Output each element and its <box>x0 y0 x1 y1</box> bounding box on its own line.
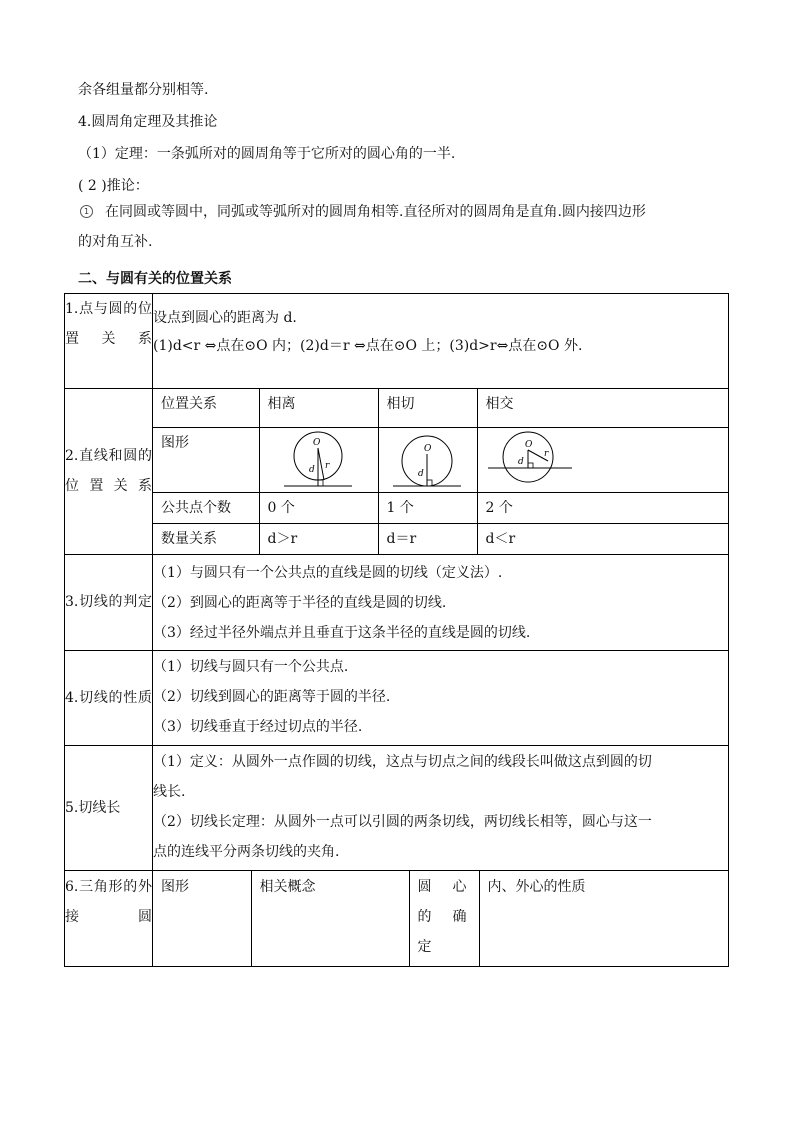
table-row <box>153 492 728 523</box>
intersect-circle-figure <box>486 430 576 490</box>
label-d: d <box>308 464 315 475</box>
table-row <box>153 427 728 492</box>
row-label: 4.切线的性质 <box>65 650 153 745</box>
row-label: 2.直线和圆的位置关系 <box>65 389 153 555</box>
row-label: 6.三角形的外接圆 <box>65 870 153 966</box>
table-cell: 公共点个数 <box>153 492 259 523</box>
table-cell: 图形 <box>153 427 259 492</box>
table-cell <box>259 427 378 492</box>
row-label: 3.切线的判定 <box>65 554 153 650</box>
label-o: O <box>524 439 532 450</box>
row-content <box>153 554 729 650</box>
section-title: 二、与圆有关的位置关系 <box>78 271 232 287</box>
text-line: ( 2 )推论： <box>78 178 149 194</box>
table-row <box>65 745 729 870</box>
circumcircle-table <box>153 871 728 966</box>
table-header: 相离 <box>259 389 378 427</box>
text-span: 在同圆或等圆中，同弧或等弧所对的圆周角相等.直径所对的圆周角是直角.圆内接四边形 <box>105 204 646 220</box>
text-line: （2）切线长定理：从圆外一点可以引圆的两条切线，两切线长相等，圆心与这一 <box>153 813 652 830</box>
list-item: （2）切线到圆心的距离等于圆的半径. <box>153 688 391 705</box>
text-line: 点的连线平分两条切线的夹角. <box>153 843 340 860</box>
label-d: d <box>517 456 524 467</box>
table-cell: d＝r <box>378 523 477 554</box>
table-cell: 2 个 <box>477 492 728 523</box>
text-line: 的对角互补. <box>78 234 153 250</box>
table-row <box>65 650 729 745</box>
label-r: r <box>324 460 329 471</box>
table-header: 相切 <box>378 389 477 427</box>
table-header: 相交 <box>477 389 728 427</box>
label-r: r <box>543 448 548 459</box>
separate-circle-figure <box>280 430 358 490</box>
row-content <box>153 294 729 389</box>
table-cell: 0 个 <box>259 492 378 523</box>
list-item: （1）切线与圆只有一个公共点. <box>153 658 349 675</box>
text-line: 余各组量都分别相等. <box>78 82 209 98</box>
list-item: （1）与圆只有一个公共点的直线是圆的切线（定义法）. <box>153 564 503 581</box>
row-label: 1.点与圆的位置关系 <box>65 294 153 389</box>
table-cell <box>378 427 477 492</box>
text-line: （1）定义：从圆外一点作圆的切线，这点与切点之间的线段长叫做这点到圆的切 <box>153 753 652 770</box>
table-header: 内、外心的性质 <box>479 871 728 966</box>
row-content <box>153 389 729 555</box>
line-circle-table <box>153 389 728 554</box>
table-header: 图形 <box>161 878 189 895</box>
position-relations-table <box>64 293 729 967</box>
table-cell: d＞r <box>259 523 378 554</box>
row-label: 5.切线长 <box>65 745 153 870</box>
table-row <box>153 389 728 427</box>
heading-theorem: 4.圆周角定理及其推论 <box>78 114 218 130</box>
tangent-circle-figure <box>389 430 467 490</box>
text-line: 设点到圆心的距离为 d. <box>153 310 297 326</box>
text-line <box>78 202 646 222</box>
label-o: O <box>312 437 320 448</box>
label-o: O <box>423 443 431 454</box>
table-row <box>65 294 729 389</box>
row-content <box>153 650 729 745</box>
table-row <box>153 523 728 554</box>
table-cell: d＜r <box>477 523 728 554</box>
text-line: （1）定理：一条弧所对的圆周角等于它所对的圆心角的一半. <box>78 146 456 162</box>
list-item: （3）经过半径外端点并且垂直于这条半径的直线是圆的切线. <box>153 624 531 641</box>
list-item: （3）切线垂直于经过切点的半径. <box>153 718 363 735</box>
table-header: 位置关系 <box>161 396 217 412</box>
table-header: 相关概念 <box>251 871 409 966</box>
table-header: 圆心的确定 <box>409 871 479 966</box>
table-row <box>65 389 729 555</box>
table-row <box>65 870 729 966</box>
table-cell: 数量关系 <box>153 523 259 554</box>
list-item: （2）到圆心的距离等于半径的直线是圆的切线. <box>153 594 447 611</box>
table-row <box>153 871 728 966</box>
text-line: 线长. <box>153 783 186 800</box>
text-line: (1)d<r ⇔点在⊙O 内；(2)d＝r ⇔点在⊙O 上；(3)d>r⇔点在⊙O 外. <box>153 338 583 354</box>
table-row <box>65 554 729 650</box>
circled-number-icon: 1 <box>80 205 93 218</box>
label-d: d <box>417 468 424 479</box>
row-content <box>153 870 729 966</box>
row-content <box>153 745 729 870</box>
table-cell: 1 个 <box>378 492 477 523</box>
table-cell <box>477 427 728 492</box>
